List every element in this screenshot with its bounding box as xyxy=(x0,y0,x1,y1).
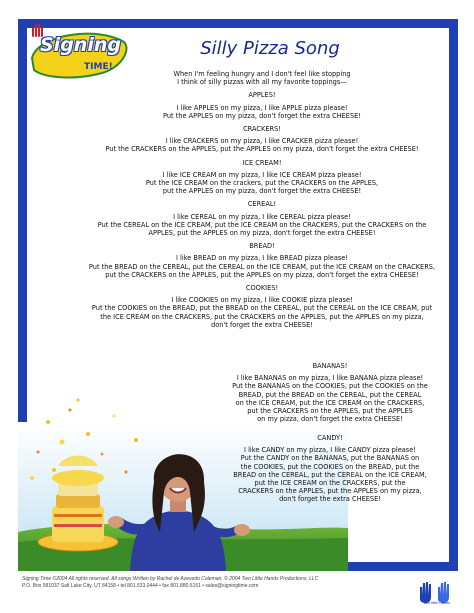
verse-line: don't forget the extra CHEESE! xyxy=(211,320,313,329)
verse-heading: ICE CREAM! xyxy=(242,158,282,167)
verse-line: CRACKERS on the APPLES, put the APPLES on my pizza, xyxy=(238,487,422,496)
verse-bananas xyxy=(224,362,436,423)
verse-line: Put the APPLES on my pizza, don't forget the extra CHEESE! xyxy=(163,111,361,120)
logo-word-signing: Signing xyxy=(40,34,121,56)
intro-line: I think of silly pizzas with all my favorite toppings— xyxy=(177,78,347,87)
verse-line: the COOKIES, put the COOKIES on the BREAD, put the xyxy=(240,462,420,471)
logo-word-time: TIME! xyxy=(84,62,113,72)
verse-heading: BREAD! xyxy=(249,242,275,251)
verse-line: I like BANANAS on my pizza, I like BANANA pizza please! xyxy=(236,374,424,383)
verse-line: APPLES, put the APPLES on my pizza, don't forget the extra CHEESE! xyxy=(148,229,376,238)
footer xyxy=(22,576,422,590)
verse-line: on the ICE CREAM, put the ICE CREAM on the CRACKERS, xyxy=(235,398,425,407)
verse-line: I like BREAD on my pizza, I like BREAD pizza please! xyxy=(175,254,349,263)
song-lyrics xyxy=(86,70,438,334)
verse-line: I like APPLES on my pizza, I like APPLE pizza please! xyxy=(176,103,348,112)
verse-line: don't forget the extra CHEESE! xyxy=(279,495,381,504)
verse-line: put the CRACKERS on the APPLES, put the APPLES xyxy=(247,407,413,416)
verse-line: Put the CANDY on the BANANAS, put the BANANAS on xyxy=(240,454,420,463)
song-intro xyxy=(86,70,438,86)
verse-line: Put the ICE CREAM on the crackers, put the CRACKERS on the APPLES, xyxy=(145,179,379,188)
verse xyxy=(86,171,438,196)
verse-heading: CANDY! xyxy=(317,434,343,442)
verse-line: Put the CEREAL on the ICE CREAM, put the ICE CREAM on the CRACKERS, put the CRACKERS on the xyxy=(97,220,427,229)
verse-line: on my pizza, don't forget the extra CHEESE! xyxy=(257,415,403,424)
intro-line: When I'm feeling hungry and I don't feel like stopping xyxy=(173,70,351,78)
verse-heading: APPLES! xyxy=(248,91,276,100)
verse-line: put the CRACKERS on the APPLES, put the APPLES on my pizza, don't forget the extra CHEESE! xyxy=(105,270,419,279)
verse-line: put the APPLES on my pizza, don't forget the extra CHEESE! xyxy=(162,187,362,196)
address-line: P.O. Box 581037 Salt Lake City, UT 84158 • tel 801.533.0444 • fax 801.880.5151 • sales@signingtime.com xyxy=(22,583,259,589)
verse-line: BREAD on the CEREAL, put the CEREAL on the ICE CREAM, xyxy=(233,470,427,479)
verse-line: Put the CRACKERS on the APPLES, put the APPLES on my pizza, don't forget the extra CHEESE! xyxy=(105,145,419,154)
verse-line: I like CANDY on my pizza, I like CANDY pizza please! xyxy=(244,446,416,455)
verse-heading: BANANAS! xyxy=(312,362,348,370)
verse-heading: CEREAL! xyxy=(247,200,277,209)
verse-line: I like ICE CREAM on my pizza, I like ICE CREAM pizza please! xyxy=(162,170,362,179)
verse-line: Put the COOKIES on the BREAD, put the BREAD on the CEREAL, put the CEREAL on the ICE CREAM, put xyxy=(91,304,433,313)
verse-heading: CRACKERS! xyxy=(243,125,281,134)
two-little-hands-label: two little hands xyxy=(423,600,451,605)
verse-heading: COOKIES! xyxy=(245,284,279,293)
verse xyxy=(86,296,438,329)
verse-candy xyxy=(224,434,436,504)
verse-line: I like CRACKERS on my pizza, I like CRACKER pizza please! xyxy=(165,137,359,146)
verse-line: the ICE CREAM on the CRACKERS, put the CRACKERS on the APPLES, put the APPLES on my pizza, xyxy=(100,312,424,321)
verse xyxy=(86,254,438,279)
copyright-line: Signing Time ©2004 All rights reserved. All songs Written by Rachel de Azevedo Coleman. © 2004 Two Little Hands Productions, LLC xyxy=(22,576,319,582)
verse-line: I like CEREAL on my pizza, I like CEREAL pizza please! xyxy=(173,212,351,221)
verse-line: BREAD, put the BREAD on the CEREAL, put the CEREAL xyxy=(238,390,422,399)
verse-line: I like COOKIES on my pizza, I like COOKIE pizza please! xyxy=(171,296,353,305)
verse xyxy=(86,213,438,238)
verse xyxy=(86,137,438,153)
verse-line: Put the BREAD on the CEREAL, put the CEREAL on the ICE CREAM, put the ICE CREAM on the CRACKERS, xyxy=(88,262,436,271)
verse-line: Put the BANANAS on the COOKIES, put the COOKIES on the xyxy=(232,382,428,391)
verse-line: put the ICE CREAM on the CRACKERS, put the xyxy=(254,479,406,488)
page-title: Silly Pizza Song xyxy=(200,38,340,59)
verse xyxy=(86,104,438,120)
